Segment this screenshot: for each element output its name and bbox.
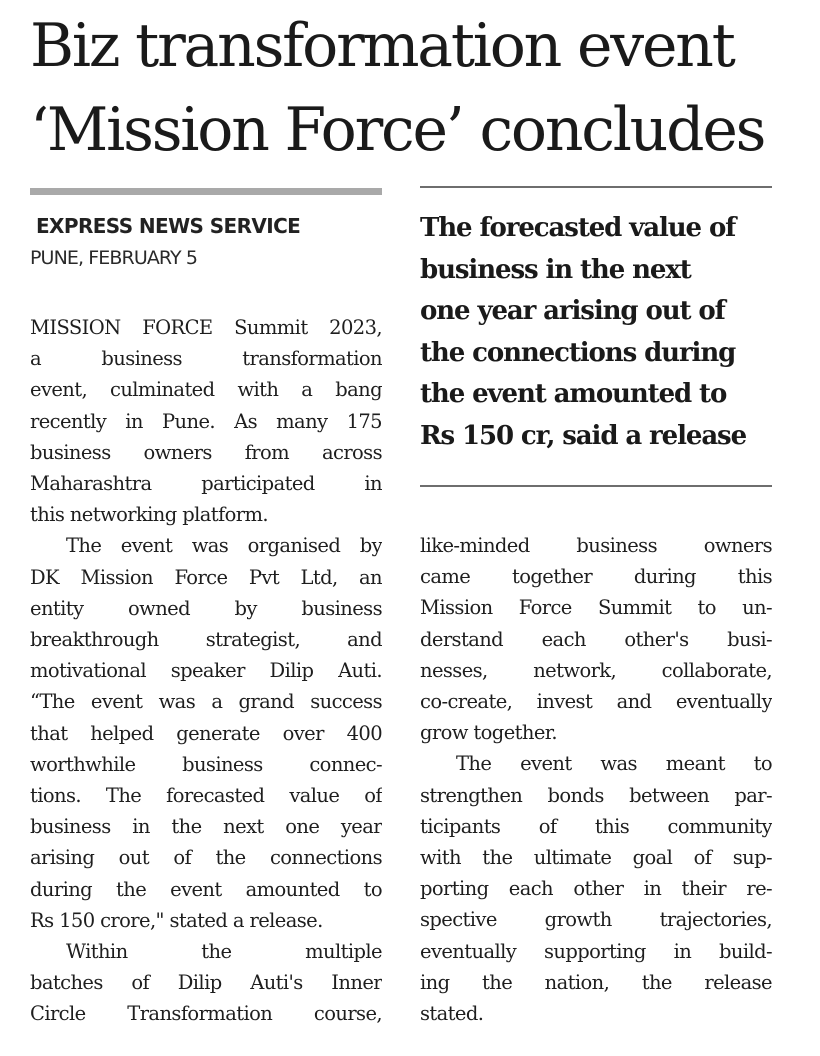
text-line: spective growth trajectories, bbox=[420, 908, 772, 932]
text-line: “The event was a grand success bbox=[30, 690, 382, 714]
text-line: this networking platform. bbox=[30, 503, 268, 527]
byline-rule bbox=[30, 188, 382, 195]
paragraph bbox=[420, 748, 772, 1029]
headline bbox=[30, 4, 810, 172]
pull-quote-line: business in the next bbox=[420, 254, 691, 285]
text-line: event, culminated with a bang bbox=[30, 378, 382, 402]
text-line: eventually supporting in build- bbox=[420, 939, 772, 963]
text-line: The event was meant to bbox=[456, 752, 772, 776]
text-line: derstand each other's busi- bbox=[420, 627, 772, 651]
text-line: during the event amounted to bbox=[30, 877, 382, 901]
pull-quote-line: one year arising out of bbox=[420, 296, 725, 326]
paragraph bbox=[30, 530, 382, 936]
text-line: a business transformation bbox=[30, 347, 382, 371]
text-line: porting each other in their re- bbox=[420, 877, 772, 901]
headline-line: ‘Mission Force’ concludes bbox=[30, 95, 765, 165]
text-line: business owners from across bbox=[30, 440, 382, 464]
text-line: nesses, network, collaborate, bbox=[420, 658, 772, 682]
paragraph bbox=[30, 936, 382, 1030]
text-line: Mission Force Summit to un- bbox=[420, 596, 772, 620]
text-line: like-minded business owners bbox=[420, 534, 772, 557]
text-line: arising out of the connections bbox=[30, 846, 382, 870]
text-line: ticipants of this community bbox=[420, 814, 772, 838]
text-line: with the ultimate goal of sup- bbox=[420, 846, 772, 870]
text-line: stated. bbox=[420, 1002, 484, 1026]
text-line: Maharashtra participated in bbox=[30, 472, 382, 496]
text-line: grow together. bbox=[420, 721, 557, 745]
text-line: DK Mission Force Pvt Ltd, an bbox=[30, 565, 382, 589]
text-line: strengthen bonds between par- bbox=[420, 783, 772, 807]
pull-quote-bottom-rule bbox=[420, 485, 772, 487]
text-line: came together during this bbox=[420, 565, 772, 589]
text-line: breakthrough strategist, and bbox=[30, 628, 382, 652]
dateline: PUNE, FEBRUARY 5 bbox=[30, 247, 198, 269]
pull-quote-line: Rs 150 cr, said a release bbox=[420, 420, 747, 451]
text-line: worthwhile business connec- bbox=[30, 752, 382, 776]
text-line: Rs 150 crore," stated a release. bbox=[30, 908, 323, 932]
text-line: that helped generate over 400 bbox=[30, 721, 382, 745]
headline-line: Biz transformation event bbox=[30, 11, 734, 81]
text-line: MISSION FORCE Summit 2023, bbox=[30, 316, 382, 339]
text-line: motivational speaker Dilip Auti. bbox=[30, 659, 382, 683]
text-line: batches of Dilip Auti's Inner bbox=[30, 971, 382, 995]
paragraph bbox=[30, 312, 382, 530]
text-line: entity owned by business bbox=[30, 596, 382, 620]
pull-quote-top-rule bbox=[420, 186, 772, 188]
text-line: co-create, invest and eventually bbox=[420, 690, 772, 714]
pull-quote-line: the connections during bbox=[420, 337, 736, 368]
text-line: ing the nation, the release bbox=[420, 970, 772, 994]
byline: EXPRESS NEWS SERVICE bbox=[36, 214, 301, 238]
text-line: recently in Pune. As many 175 bbox=[30, 409, 382, 433]
pull-quote-line: The forecasted value of bbox=[420, 213, 736, 243]
text-line: tions. The forecasted value of bbox=[30, 784, 382, 808]
pull-quote bbox=[420, 208, 782, 457]
text-line: Circle Transformation course, bbox=[30, 1002, 382, 1026]
article-column-1 bbox=[30, 312, 382, 1030]
article-column-2 bbox=[420, 530, 772, 1029]
text-line: The event was organised by bbox=[66, 534, 382, 558]
pull-quote-line: the event amounted to bbox=[420, 379, 727, 409]
paragraph bbox=[420, 530, 772, 748]
text-line: Within the multiple bbox=[66, 940, 382, 964]
text-line: business in the next one year bbox=[30, 815, 382, 839]
